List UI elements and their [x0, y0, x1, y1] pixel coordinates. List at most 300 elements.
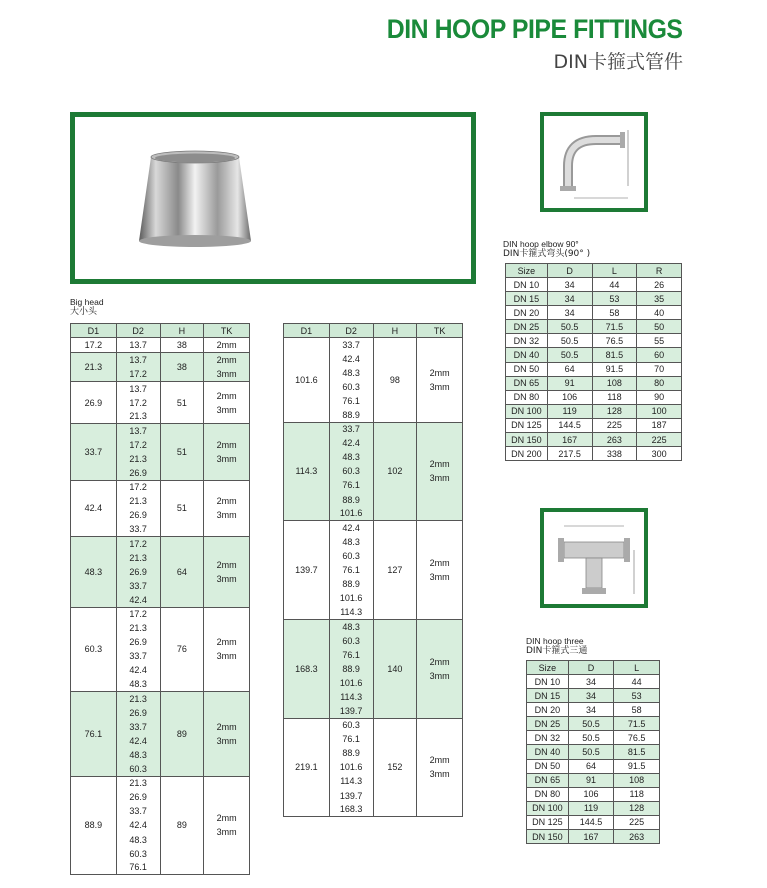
- big-head-caption: [70, 298, 104, 317]
- table-row: [284, 422, 463, 436]
- table-cell: DN 65: [527, 773, 569, 787]
- d2-cell: 26.9: [116, 508, 160, 522]
- d2-cell: 42.4: [116, 734, 160, 748]
- col-header: D: [547, 264, 592, 278]
- d1-cell: 88.9: [71, 776, 117, 875]
- table-cell: DN 100: [506, 404, 548, 418]
- title-cn: DIN卡箍式管件: [553, 51, 683, 73]
- table-cell: DN 125: [527, 815, 569, 829]
- d1-cell: 168.3: [284, 619, 330, 718]
- table-cell: 128: [592, 404, 637, 418]
- tee-caption: [526, 637, 587, 656]
- table-cell: 225: [637, 433, 682, 447]
- table-row: [527, 731, 660, 745]
- d1-cell: 26.9: [71, 382, 117, 424]
- tk-value: 3mm: [216, 651, 237, 662]
- d2-cell: 60.3: [329, 380, 373, 394]
- big-head-caption-en: Big head: [70, 297, 104, 307]
- header-row: [506, 264, 682, 278]
- tk-value: 2mm: [429, 656, 450, 667]
- table-cell: 91.5: [614, 759, 660, 773]
- tk-value: 3mm: [216, 510, 237, 521]
- page-header: [361, 14, 683, 74]
- table-row: [527, 815, 660, 829]
- table-cell: DN 125: [506, 418, 548, 432]
- d1-cell: 21.3: [71, 353, 117, 382]
- table-cell: 50.5: [547, 348, 592, 362]
- tk-cell: [204, 353, 250, 382]
- tk-value: 2mm: [216, 637, 237, 648]
- d2-cell: 21.3: [116, 776, 160, 790]
- table-cell: 34: [568, 675, 614, 689]
- table-cell: DN 200: [506, 447, 548, 461]
- d1-cell: 17.2: [71, 338, 117, 353]
- table-cell: 34: [568, 689, 614, 703]
- tk-cell: [204, 338, 250, 353]
- table-cell: DN 150: [506, 433, 548, 447]
- tk-cell: [204, 607, 250, 692]
- table-cell: DN 80: [527, 787, 569, 801]
- col-header: H: [373, 324, 417, 338]
- table-cell: 34: [547, 292, 592, 306]
- table-cell: 225: [592, 418, 637, 432]
- tk-cell: [204, 382, 250, 424]
- table-row: [284, 521, 463, 535]
- col-header: D2: [116, 324, 160, 338]
- elbow-caption: [503, 240, 590, 259]
- h-cell: 38: [160, 338, 204, 353]
- d1-cell: 33.7: [71, 424, 117, 480]
- table-cell: 90: [637, 390, 682, 404]
- table-row: [71, 692, 250, 706]
- table-row: [71, 424, 250, 438]
- elbow-drawing: [540, 112, 648, 212]
- d2-cell: 17.2: [116, 607, 160, 621]
- table-cell: 60: [637, 348, 682, 362]
- tk-value: 2mm: [429, 459, 450, 470]
- table-cell: 118: [614, 787, 660, 801]
- h-cell: 127: [373, 521, 417, 620]
- header-row: [284, 324, 463, 338]
- table-row: [527, 773, 660, 787]
- table-cell: 81.5: [614, 745, 660, 759]
- table-row: [71, 480, 250, 494]
- table-cell: 128: [614, 801, 660, 815]
- col-header: TK: [417, 324, 463, 338]
- big-head-table-left: [70, 323, 250, 875]
- table-row: [71, 353, 250, 368]
- d1-cell: 114.3: [284, 422, 330, 521]
- table-cell: 26: [637, 278, 682, 292]
- table-cell: 338: [592, 447, 637, 461]
- table-cell: 34: [568, 703, 614, 717]
- table-row: [506, 362, 682, 376]
- table-cell: 108: [614, 773, 660, 787]
- d2-cell: 17.2: [116, 480, 160, 494]
- table-cell: 118: [592, 390, 637, 404]
- d1-cell: 101.6: [284, 338, 330, 423]
- tee-caption-en: DIN hoop three: [526, 636, 584, 646]
- d2-cell: 48.3: [116, 748, 160, 762]
- tk-value: 3mm: [429, 572, 450, 583]
- d2-cell: 21.3: [116, 410, 160, 424]
- d2-cell: 26.9: [116, 635, 160, 649]
- table-row: [506, 447, 682, 461]
- table-cell: DN 150: [527, 830, 569, 844]
- big-head-table-right: [283, 323, 463, 817]
- table-row: [506, 334, 682, 348]
- table-row: [527, 830, 660, 844]
- h-cell: 140: [373, 619, 417, 718]
- d2-cell: 17.2: [116, 537, 160, 551]
- tk-value: 3mm: [429, 381, 450, 392]
- table-row: [527, 689, 660, 703]
- table-cell: 50.5: [547, 320, 592, 334]
- h-cell: 152: [373, 718, 417, 817]
- tk-value: 3mm: [429, 670, 450, 681]
- tk-value: 3mm: [429, 473, 450, 484]
- table-cell: 263: [614, 830, 660, 844]
- table-cell: DN 20: [527, 703, 569, 717]
- table-cell: DN 100: [527, 801, 569, 815]
- d1-cell: 60.3: [71, 607, 117, 692]
- table-cell: DN 65: [506, 376, 548, 390]
- col-header: D1: [71, 324, 117, 338]
- tee-drawing: [540, 508, 648, 608]
- tk-value: 2mm: [216, 390, 237, 401]
- table-cell: 53: [592, 292, 637, 306]
- d2-cell: 101.6: [329, 676, 373, 690]
- d2-cell: 101.6: [329, 760, 373, 774]
- d2-cell: 60.3: [329, 718, 373, 732]
- table-cell: DN 32: [506, 334, 548, 348]
- d2-cell: 48.3: [116, 677, 160, 691]
- table-cell: 50.5: [568, 745, 614, 759]
- h-cell: 38: [160, 353, 204, 382]
- table-cell: 300: [637, 447, 682, 461]
- tk-value: 3mm: [216, 453, 237, 464]
- table-cell: 40: [637, 306, 682, 320]
- d2-cell: 17.2: [116, 367, 160, 382]
- tk-value: 2mm: [429, 558, 450, 569]
- d2-cell: 13.7: [116, 338, 160, 353]
- table-cell: DN 25: [506, 320, 548, 334]
- tk-cell: [204, 424, 250, 480]
- table-cell: 144.5: [568, 815, 614, 829]
- d2-cell: 60.3: [116, 847, 160, 861]
- h-cell: 51: [160, 382, 204, 424]
- table-row: [71, 537, 250, 551]
- table-row: [506, 390, 682, 404]
- table-cell: DN 50: [527, 759, 569, 773]
- d2-cell: 26.9: [116, 790, 160, 804]
- d2-cell: 42.4: [116, 818, 160, 832]
- table-row: [527, 745, 660, 759]
- table-row: [71, 338, 250, 353]
- col-header: Size: [527, 661, 569, 675]
- table-row: [506, 278, 682, 292]
- d2-cell: 13.7: [116, 353, 160, 368]
- table-cell: 108: [592, 376, 637, 390]
- col-header: TK: [204, 324, 250, 338]
- table-row: [506, 404, 682, 418]
- h-cell: 76: [160, 607, 204, 692]
- tk-value: 3mm: [216, 404, 237, 415]
- table-row: [506, 348, 682, 362]
- d2-cell: 101.6: [329, 507, 373, 521]
- d2-cell: 48.3: [116, 833, 160, 847]
- table-cell: 50.5: [568, 717, 614, 731]
- d2-cell: 21.3: [116, 551, 160, 565]
- table-cell: 70: [637, 362, 682, 376]
- table-cell: 64: [568, 759, 614, 773]
- h-cell: 98: [373, 338, 417, 423]
- table-cell: 187: [637, 418, 682, 432]
- table-row: [506, 418, 682, 432]
- h-cell: 89: [160, 692, 204, 777]
- table-cell: 35: [637, 292, 682, 306]
- d2-cell: 60.3: [116, 762, 160, 776]
- title-en: DIN HOOP PIPE FITTINGS: [387, 14, 683, 44]
- d2-cell: 76.1: [329, 394, 373, 408]
- table-cell: 64: [547, 362, 592, 376]
- d2-cell: 33.7: [116, 522, 160, 536]
- d2-cell: 21.3: [116, 692, 160, 706]
- tk-value: 3mm: [216, 735, 237, 746]
- d2-cell: 88.9: [329, 408, 373, 422]
- d2-cell: 76.1: [329, 478, 373, 492]
- reducer-photo: [70, 112, 476, 284]
- table-cell: 100: [637, 404, 682, 418]
- tee-caption-cn: DIN卡箍式三通: [526, 645, 588, 656]
- table-cell: 71.5: [614, 717, 660, 731]
- table-row: [71, 776, 250, 790]
- elbow-table: [505, 263, 682, 461]
- d2-cell: 26.9: [116, 466, 160, 480]
- d2-cell: 48.3: [329, 619, 373, 633]
- table-cell: 80: [637, 376, 682, 390]
- d2-cell: 42.4: [329, 436, 373, 450]
- tk-value: 2mm: [216, 559, 237, 570]
- tk-value: 2mm: [429, 755, 450, 766]
- tk-value: 2mm: [216, 355, 237, 365]
- tk-cell: [204, 537, 250, 607]
- table-cell: 58: [614, 703, 660, 717]
- table-cell: 53: [614, 689, 660, 703]
- tk-cell: [417, 521, 463, 620]
- d1-cell: 139.7: [284, 521, 330, 620]
- tk-cell: [417, 422, 463, 521]
- tk-value: 2mm: [216, 721, 237, 732]
- d2-cell: 26.9: [116, 565, 160, 579]
- tee-table: [526, 660, 660, 844]
- tk-value: 2mm: [216, 340, 237, 350]
- d2-cell: 76.1: [116, 861, 160, 875]
- tk-value: 2mm: [216, 496, 237, 507]
- d2-cell: 60.3: [329, 464, 373, 478]
- d2-cell: 60.3: [329, 633, 373, 647]
- d2-cell: 88.9: [329, 493, 373, 507]
- d2-cell: 13.7: [116, 382, 160, 396]
- table-cell: 50: [637, 320, 682, 334]
- big-head-caption-cn: 大小头: [70, 306, 98, 317]
- table-cell: 91: [568, 773, 614, 787]
- col-header: L: [614, 661, 660, 675]
- d2-cell: 33.7: [329, 338, 373, 352]
- table-cell: DN 15: [527, 689, 569, 703]
- table-row: [506, 320, 682, 334]
- table-cell: DN 40: [527, 745, 569, 759]
- table-cell: 44: [592, 278, 637, 292]
- h-cell: 51: [160, 424, 204, 480]
- d2-cell: 88.9: [329, 746, 373, 760]
- table-cell: 144.5: [547, 418, 592, 432]
- table-cell: 50.5: [568, 731, 614, 745]
- d2-cell: 33.7: [116, 579, 160, 593]
- tk-cell: [417, 619, 463, 718]
- table-cell: DN 25: [527, 717, 569, 731]
- d2-cell: 48.3: [329, 450, 373, 464]
- table-row: [527, 787, 660, 801]
- d2-cell: 21.3: [116, 494, 160, 508]
- d2-cell: 33.7: [116, 720, 160, 734]
- table-cell: 106: [547, 390, 592, 404]
- tee-icon: [544, 512, 644, 604]
- elbow-icon: [544, 116, 644, 208]
- d2-cell: 21.3: [116, 452, 160, 466]
- table-cell: 34: [547, 306, 592, 320]
- table-row: [527, 759, 660, 773]
- d2-cell: 33.7: [116, 804, 160, 818]
- elbow-caption-cn: DIN卡箍式弯头(90° ): [503, 248, 591, 259]
- table-row: [506, 433, 682, 447]
- tk-value: 3mm: [216, 369, 237, 379]
- table-cell: 106: [568, 787, 614, 801]
- d2-cell: 33.7: [116, 649, 160, 663]
- table-cell: DN 10: [506, 278, 548, 292]
- d1-cell: 42.4: [71, 480, 117, 536]
- tk-value: 3mm: [216, 573, 237, 584]
- elbow-caption-en: DIN hoop elbow 90°: [503, 239, 579, 249]
- col-header: H: [160, 324, 204, 338]
- h-cell: 64: [160, 537, 204, 607]
- d2-cell: 26.9: [116, 706, 160, 720]
- table-row: [527, 801, 660, 815]
- table-row: [506, 292, 682, 306]
- table-cell: 76.5: [592, 334, 637, 348]
- header-row: [71, 324, 250, 338]
- table-cell: 119: [547, 404, 592, 418]
- table-cell: 76.5: [614, 731, 660, 745]
- d2-cell: 42.4: [116, 593, 160, 607]
- table-cell: 91.5: [592, 362, 637, 376]
- d2-cell: 48.3: [329, 535, 373, 549]
- table-cell: 167: [568, 830, 614, 844]
- table-cell: 263: [592, 433, 637, 447]
- tk-cell: [204, 480, 250, 536]
- d2-cell: 114.3: [329, 605, 373, 619]
- col-header: L: [592, 264, 637, 278]
- h-cell: 89: [160, 776, 204, 875]
- col-header: D2: [329, 324, 373, 338]
- d2-cell: 48.3: [329, 366, 373, 380]
- col-header: D1: [284, 324, 330, 338]
- col-header: Size: [506, 264, 548, 278]
- d2-cell: 76.1: [329, 563, 373, 577]
- table-cell: 50.5: [547, 334, 592, 348]
- table-cell: DN 80: [506, 390, 548, 404]
- col-header: D: [568, 661, 614, 675]
- d2-cell: 60.3: [329, 549, 373, 563]
- d2-cell: 17.2: [116, 438, 160, 452]
- tk-cell: [204, 776, 250, 875]
- table-row: [527, 675, 660, 689]
- table-cell: 119: [568, 801, 614, 815]
- table-cell: 217.5: [547, 447, 592, 461]
- table-row: [506, 306, 682, 320]
- tk-value: 3mm: [429, 769, 450, 780]
- tk-cell: [417, 338, 463, 423]
- d2-cell: 21.3: [116, 621, 160, 635]
- table-row: [71, 382, 250, 396]
- d2-cell: 88.9: [329, 577, 373, 591]
- d2-cell: 13.7: [116, 424, 160, 438]
- h-cell: 102: [373, 422, 417, 521]
- tk-value: 2mm: [429, 367, 450, 378]
- h-cell: 51: [160, 480, 204, 536]
- table-cell: DN 50: [506, 362, 548, 376]
- table-row: [527, 717, 660, 731]
- d2-cell: 76.1: [329, 648, 373, 662]
- d1-cell: 219.1: [284, 718, 330, 817]
- table-cell: DN 10: [527, 675, 569, 689]
- table-cell: 58: [592, 306, 637, 320]
- tk-value: 2mm: [216, 813, 237, 824]
- table-row: [284, 619, 463, 633]
- d2-cell: 168.3: [329, 803, 373, 817]
- table-cell: 34: [547, 278, 592, 292]
- d2-cell: 42.4: [116, 663, 160, 677]
- table-row: [284, 718, 463, 732]
- tk-value: 2mm: [216, 439, 237, 450]
- d2-cell: 33.7: [329, 422, 373, 436]
- d2-cell: 139.7: [329, 704, 373, 718]
- table-cell: 55: [637, 334, 682, 348]
- tk-cell: [417, 718, 463, 817]
- table-cell: DN 15: [506, 292, 548, 306]
- d2-cell: 101.6: [329, 591, 373, 605]
- d2-cell: 17.2: [116, 396, 160, 410]
- table-row: [506, 376, 682, 390]
- table-cell: 91: [547, 376, 592, 390]
- table-row: [527, 703, 660, 717]
- d2-cell: 88.9: [329, 662, 373, 676]
- d1-cell: 76.1: [71, 692, 117, 777]
- d2-cell: 139.7: [329, 789, 373, 803]
- table-cell: DN 40: [506, 348, 548, 362]
- tk-value: 3mm: [216, 827, 237, 838]
- header-row: [527, 661, 660, 675]
- table-cell: 71.5: [592, 320, 637, 334]
- d2-cell: 42.4: [329, 521, 373, 535]
- table-cell: 225: [614, 815, 660, 829]
- col-header: R: [637, 264, 682, 278]
- table-cell: 81.5: [592, 348, 637, 362]
- d2-cell: 114.3: [329, 690, 373, 704]
- d1-cell: 48.3: [71, 537, 117, 607]
- d2-cell: 42.4: [329, 352, 373, 366]
- table-row: [284, 338, 463, 352]
